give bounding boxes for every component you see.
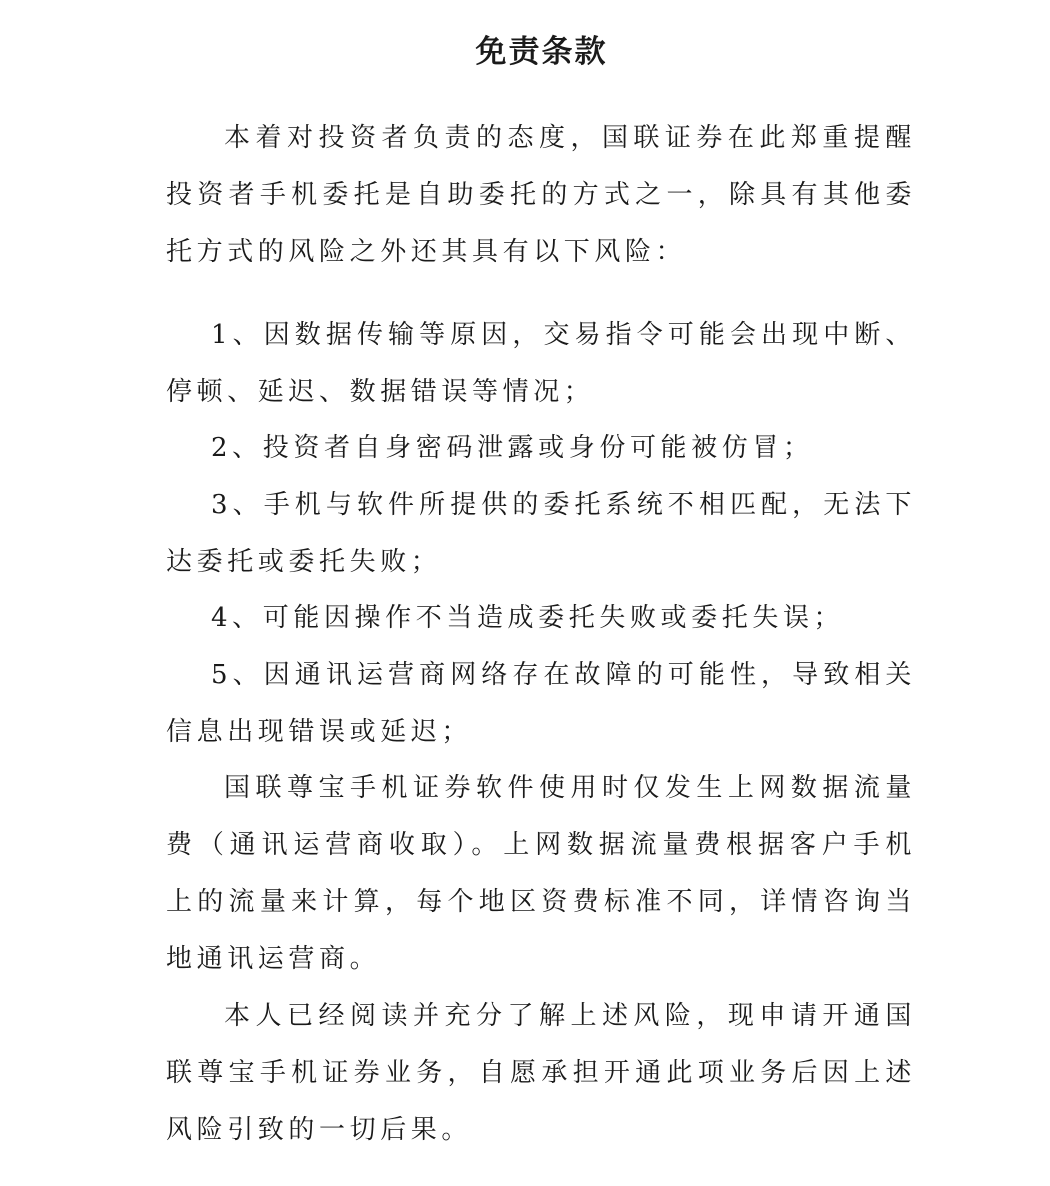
fee-note-paragraph: 国联尊宝手机证券软件使用时仅发生上网数据流量费（通讯运营商收取）。上网数据流量费根据客户手机上的流量来计算，每个地区资费标准不同，详情咨询当地通讯运营商。 bbox=[166, 773, 916, 974]
risk-item-2: 2、投资者自身密码泄露或身份可能被仿冒； bbox=[211, 433, 814, 463]
intro-paragraph: 本着对投资者负责的态度，国联证券在此郑重提醒投资者手机委托是自助委托的方式之一，除具有其他委托方式的风险之外还其具有以下风险： bbox=[166, 123, 916, 267]
risk-item-4: 4、可能因操作不当造成委托失败或委托失误； bbox=[211, 603, 845, 633]
risk-item-5: 5、因通讯运营商网络存在故障的可能性，导致相关信息出现错误或延迟； bbox=[166, 660, 916, 747]
document-title: 免责条款 bbox=[475, 34, 608, 70]
consent-paragraph: 本人已经阅读并充分了解上述风险，现申请开通国联尊宝手机证券业务，自愿承担开通此项业务后因上述风险引致的一切后果。 bbox=[166, 1001, 916, 1145]
risk-item-1: 1、因数据传输等原因，交易指令可能会出现中断、停顿、延迟、数据错误等情况； bbox=[166, 320, 916, 407]
risk-item-3: 3、手机与软件所提供的委托系统不相匹配，无法下达委托或委托失败； bbox=[166, 490, 916, 577]
